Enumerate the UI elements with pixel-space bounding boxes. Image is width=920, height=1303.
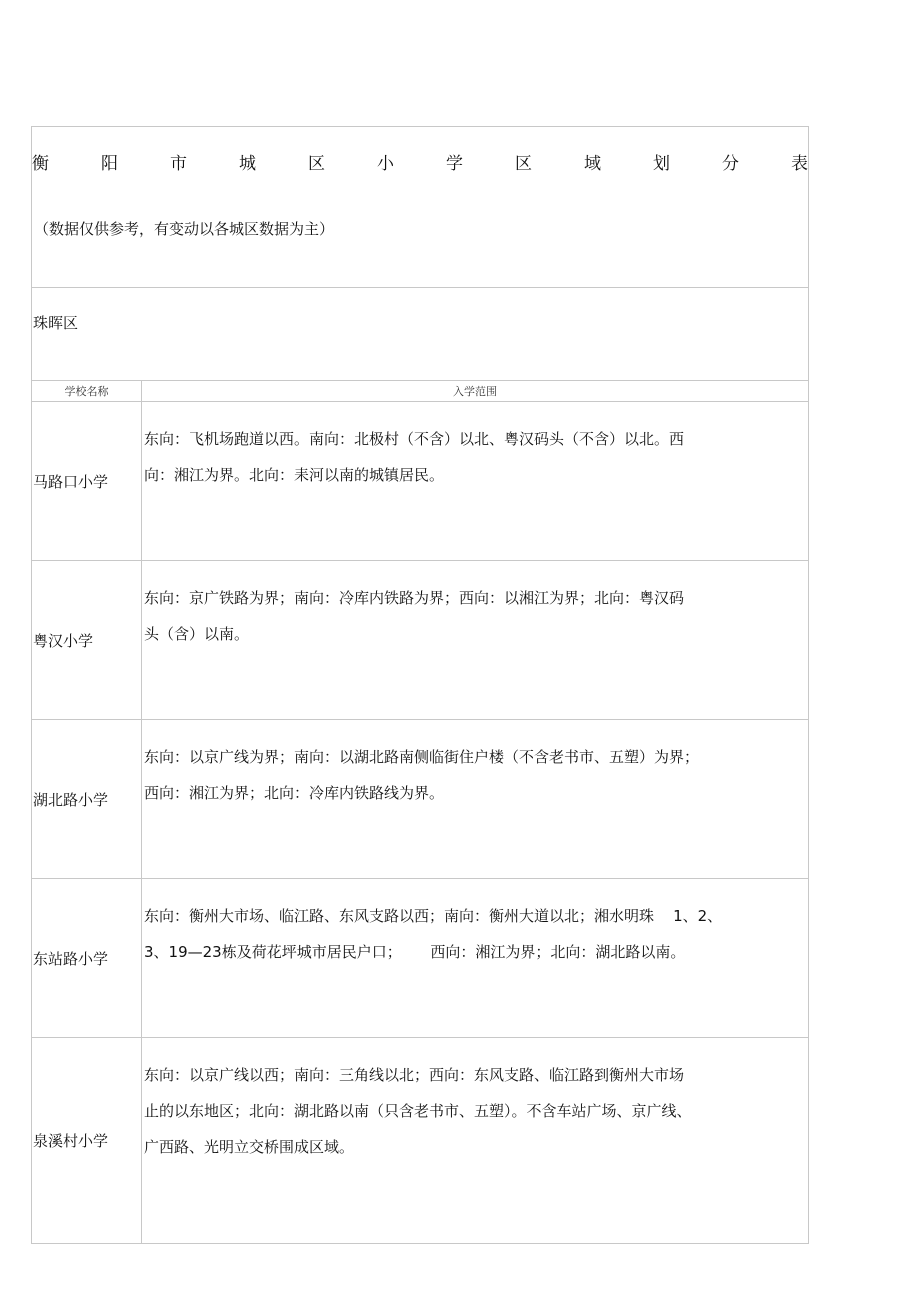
- school-district-table: [31, 126, 809, 1244]
- title-char: 划: [653, 154, 670, 174]
- enrollment-scope: [142, 879, 809, 1038]
- table-row: [32, 879, 809, 1038]
- table-row: [32, 720, 809, 879]
- table-row: [32, 1038, 809, 1244]
- enrollment-scope: [142, 1038, 809, 1244]
- title-char: 小: [377, 154, 394, 174]
- title-char: 区: [515, 154, 532, 174]
- scope-line: 东向：以京广线以西；南向：三角线以北；西向：东风支路、临江路到衡州大市场: [144, 1066, 685, 1084]
- school-name: 湖北路小学: [32, 720, 142, 879]
- subtitle-note: （数据仅供参考，有变动以各城区数据为主）: [34, 220, 335, 238]
- table-row: [32, 561, 809, 720]
- scope-line: 东向：以京广线为界；南向：以湖北路南侧临街住户楼（不含老书市、五塑）为界；: [144, 748, 700, 766]
- title-cell: [32, 127, 809, 288]
- column-header-school: 学校名称: [32, 381, 142, 402]
- scope-line: 东向：衡州大市场、临江路、东风支路以西；南向：衡州大道以北；湘水明珠 1、2、: [144, 907, 723, 925]
- scope-line: 止的以东地区；北向：湖北路以南（只含老书市、五塑）。不含车站广场、京广线、: [144, 1102, 692, 1120]
- column-header-scope: 入学范围: [142, 381, 809, 402]
- school-name: 粤汉小学: [32, 561, 142, 720]
- school-name: 东站路小学: [32, 879, 142, 1038]
- title-char: 分: [722, 154, 739, 174]
- title-char: 表: [791, 154, 808, 174]
- title-char: 阳: [101, 154, 118, 174]
- school-name: 马路口小学: [32, 402, 142, 561]
- enrollment-scope: [142, 402, 809, 561]
- enrollment-scope: [142, 561, 809, 720]
- school-name: 泉溪村小学: [32, 1038, 142, 1244]
- title-char: 学: [446, 154, 463, 174]
- scope-line: 西向：湘江为界；北向：冷库内铁路线为界。: [144, 784, 445, 802]
- scope-line: 头（含）以南。: [144, 625, 250, 643]
- title-char: 区: [308, 154, 325, 174]
- scope-line: 广西路、光明立交桥围成区域。: [144, 1138, 355, 1156]
- enrollment-scope: [142, 720, 809, 879]
- district-cell: [32, 288, 809, 381]
- scope-line: 向：湘江为界。北向：耒河以南的城镇居民。: [144, 466, 445, 484]
- table-row: [32, 402, 809, 561]
- scope-line: 东向：京广铁路为界；南向：冷库内铁路为界；西向：以湘江为界；北向：粤汉码: [144, 589, 685, 607]
- scope-line: 东向：飞机场跑道以西。南向：北极村（不含）以北、粤汉码头（不含）以北。西: [144, 430, 685, 448]
- title-char: 衡: [32, 154, 49, 174]
- title-char: 城: [239, 154, 256, 174]
- scope-line: 3、19—23栋及荷花坪城市居民户口； 西向：湘江为界；北向：湖北路以南。: [144, 943, 686, 961]
- title-char: 市: [170, 154, 187, 174]
- district-name: 珠晖区: [33, 314, 79, 332]
- title-char: 域: [584, 154, 601, 174]
- page-title: [32, 149, 808, 174]
